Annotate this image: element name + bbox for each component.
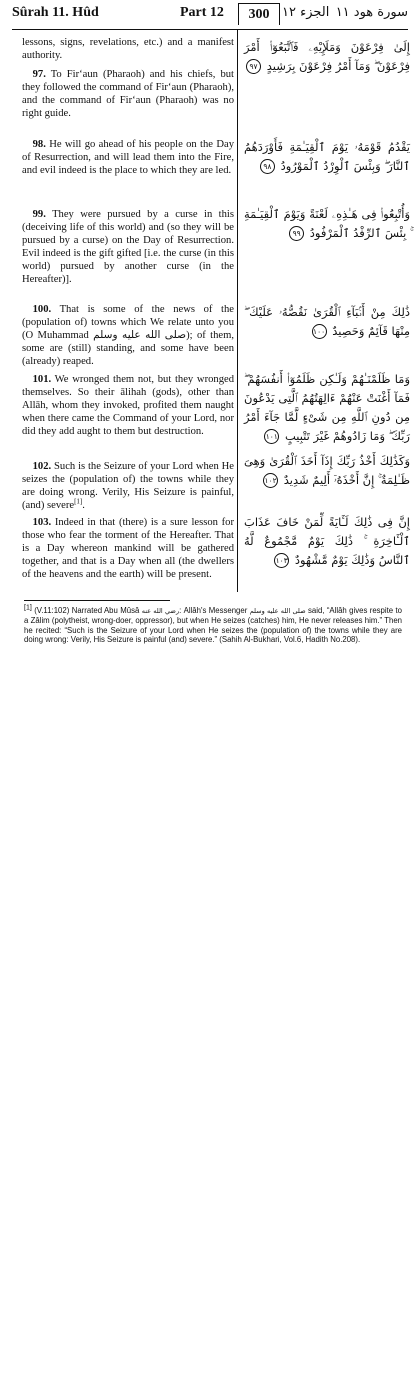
verse-number: 103. [32,517,52,528]
footnote-text-b: : Allâh's Messenger [179,606,248,615]
page-header [12,3,408,30]
verse-number: 101. [32,374,52,385]
surah-title-ar: سورة هود ١١ [335,5,408,20]
arabic-verse-102 [244,452,410,490]
arabic-text: يَقْدُمُ قَوْمَهُۥ يَوْمَ ٱلْقِيَـٰمَةِ فَأَوْرَدَهُمُ ٱلنَّارَ ۖ وَبِئْسَ ٱلْوِرْدُ ٱلْمَوْرُودُ [244,140,410,173]
verse-text: That is some of the news of the (population of) towns which We relate unto you (O Muhammad صلى الله عليه وسلم); of them, some are (still) standing, and some have been (already) reaped. [22,304,235,368]
verse-number: 100. [32,304,52,315]
verse-100 [22,303,234,368]
footnote-ref: (V.11:102) [34,606,70,615]
verse-96-continuation [22,36,234,62]
arabic-text: وَمَا ظَلَمْنَـٰهُمْ وَلَـٰكِن ظَلَمُوٓا۟ أَنفُسَهُمْ ۖ فَمَآ أَغْنَتْ عَنْهُمْ ءَالِهَتُهُمُ ٱلَّتِى يَدْعُونَ مِن دُونِ ٱللَّهِ مِن شَىْءٍ لَّمَّا جَآءَ أَمْرُ رَبِّكَ ۖ وَمَا زَادُوهُمْ غَيْرَ تَتْبِيبٍ [244,372,410,443]
verse-text: Indeed in that (there) is a sure lesson for those who fear the torment of the Hereafter. That is a Day whereon mankind will be gathered together, and that is a Day when all (the dwellers of the heavens and the earth) will be present. [22,517,234,581]
verse-text: He will go ahead of his people on the Day of Resurrection, and will lead them into the Fire, and evil indeed is the place to which they are led. [22,139,234,177]
arabic-verse-103 [244,513,410,570]
verse-text: To Fir‘aun (Pharaoh) and his chiefs, but they followed the command of Fir‘aun (Pharaoh), and the command of Fir‘aun (Pharaoh) was no right guide. [22,69,234,120]
footnote-text-c: said, “Allâh gives respite to a Zâlim (polytheist, wrong-doer, oppressor), but when He seizes (catches) him, He never releases him.” Then he recited: “Such is the Seizure of your Lord when He seizes the (population of) the towns while they are doing wrong: Verily, His Seizure is painful (and) severe.” (Sahih Al-Bukhari, Vol.6, Hadith No.208). [24,606,403,644]
verse-103 [22,516,234,581]
arabic-text: إِنَّ فِى ذَٰلِكَ لَـَٔايَةً لِّمَنْ خَافَ عَذَابَ ٱلْـَٔاخِرَةِ ۚ ذَٰلِكَ يَوْمٌ مَّجْمُوعٌ لَّهُ ٱلنَّاسُ وَذَٰلِكَ يَوْمٌ مَّشْهُودٌ [244,515,410,567]
page-number: 300 [238,3,280,25]
verse-97 [22,68,234,120]
verse-end-marker: ١٠٣ [274,553,289,568]
arabic-text: وَأُتْبِعُوا۟ فِى هَـٰذِهِۦ لَعْنَةً وَيَوْمَ ٱلْقِيَـٰمَةِ ۚ بِئْسَ ٱلرِّفْدُ ٱلْمَرْفُودُ [244,207,410,240]
verse-number: 99. [32,209,46,220]
arabic-text: ذَٰلِكَ مِنْ أَنۢبَآءِ ٱلْقُرَىٰ نَقُصُّهُۥ عَلَيْكَ ۖ مِنْهَا قَآئِمٌ وَحَصِيدٌ [244,305,410,338]
verse-text: We wronged them not, but they wronged themselves. So their ālihah (gods), other than Allāh, whom they invoked, profited them naught when there came the Command of your Lord, nor did they add aught to them but destruction. [22,374,234,438]
footnote [24,606,402,644]
verse-end-marker: ٩٧ [246,59,261,74]
honorific-ar-b: صلى الله عليه وسلم [249,607,306,615]
verse-99 [22,208,234,287]
part-label-en: Part 12 [180,5,224,20]
verse-end-marker: ١٠٢ [263,473,278,488]
verse-number: 102. [32,461,52,472]
column-divider [237,30,238,592]
footnote-rule [24,600,170,601]
verse-end-marker: ١٠٠ [312,324,327,339]
arabic-verse-98 [244,138,410,176]
arabic-verse-99 [244,205,410,243]
honorific-ar-a: رضي الله عنه [141,607,180,615]
arabic-verse-97 [244,38,410,76]
part-label-ar: الجزء ١٢ [282,5,330,20]
arabic-text: إِلَىٰ فِرْعَوْنَ وَمَلَإِيْهِۦ فَٱتَّبَعُوٓا۟ أَمْرَ فِرْعَوْنَ ۖ وَمَآ أَمْرُ فِرْعَوْنَ بِرَشِيدٍ [244,40,410,73]
verse-number: 98. [32,139,46,150]
surah-title-en: Sûrah 11. Hûd [12,5,99,20]
footnote-marker: [1] [24,604,32,612]
verse-101 [22,373,234,438]
footnote-ref[interactable]: [1] [74,497,83,506]
verse-102: 102. Such is the Seizure of your Lord when He seizes the (population of) the towns while they are doing wrong. Verily, His Seizure is painful, (and) severe[1]. [22,461,234,512]
verse-text: Such is the Seizure of your Lord when He seizes the (population of) the towns while they are doing wrong. Verily, His Seizure is painful, (and) severe [22,461,234,512]
footnote-text-a: Narrated Abu Mûsâ [71,606,140,615]
verse-end-marker: ٩٨ [260,159,275,174]
arabic-verse-101 [244,370,410,446]
arabic-text: وَكَذَٰلِكَ أَخْذُ رَبِّكَ إِذَآ أَخَذَ ٱلْقُرَىٰ وَهِىَ ظَـٰلِمَةٌ ۚ إِنَّ أَخْذَهُۥٓ أَلِيمٌ شَدِيدٌ [244,454,410,487]
verse-98 [22,138,234,177]
arabic-verse-100 [244,303,410,341]
verse-text: lessons, signs, revelations, etc.) and a manifest authority. [22,37,234,62]
verse-number: 97. [32,69,46,80]
verse-text: They were pursued by a curse in this (deceiving life of this world) and (so they will be pursued by a curse) on the Day of Resurrection. Evil indeed is the gift gifted [i.e. the curse (in this world) pursued by another curse (in the Hereafter)]. [22,209,234,286]
verse-end-marker: ١٠١ [264,429,279,444]
verse-end-marker: ٩٩ [289,226,304,241]
